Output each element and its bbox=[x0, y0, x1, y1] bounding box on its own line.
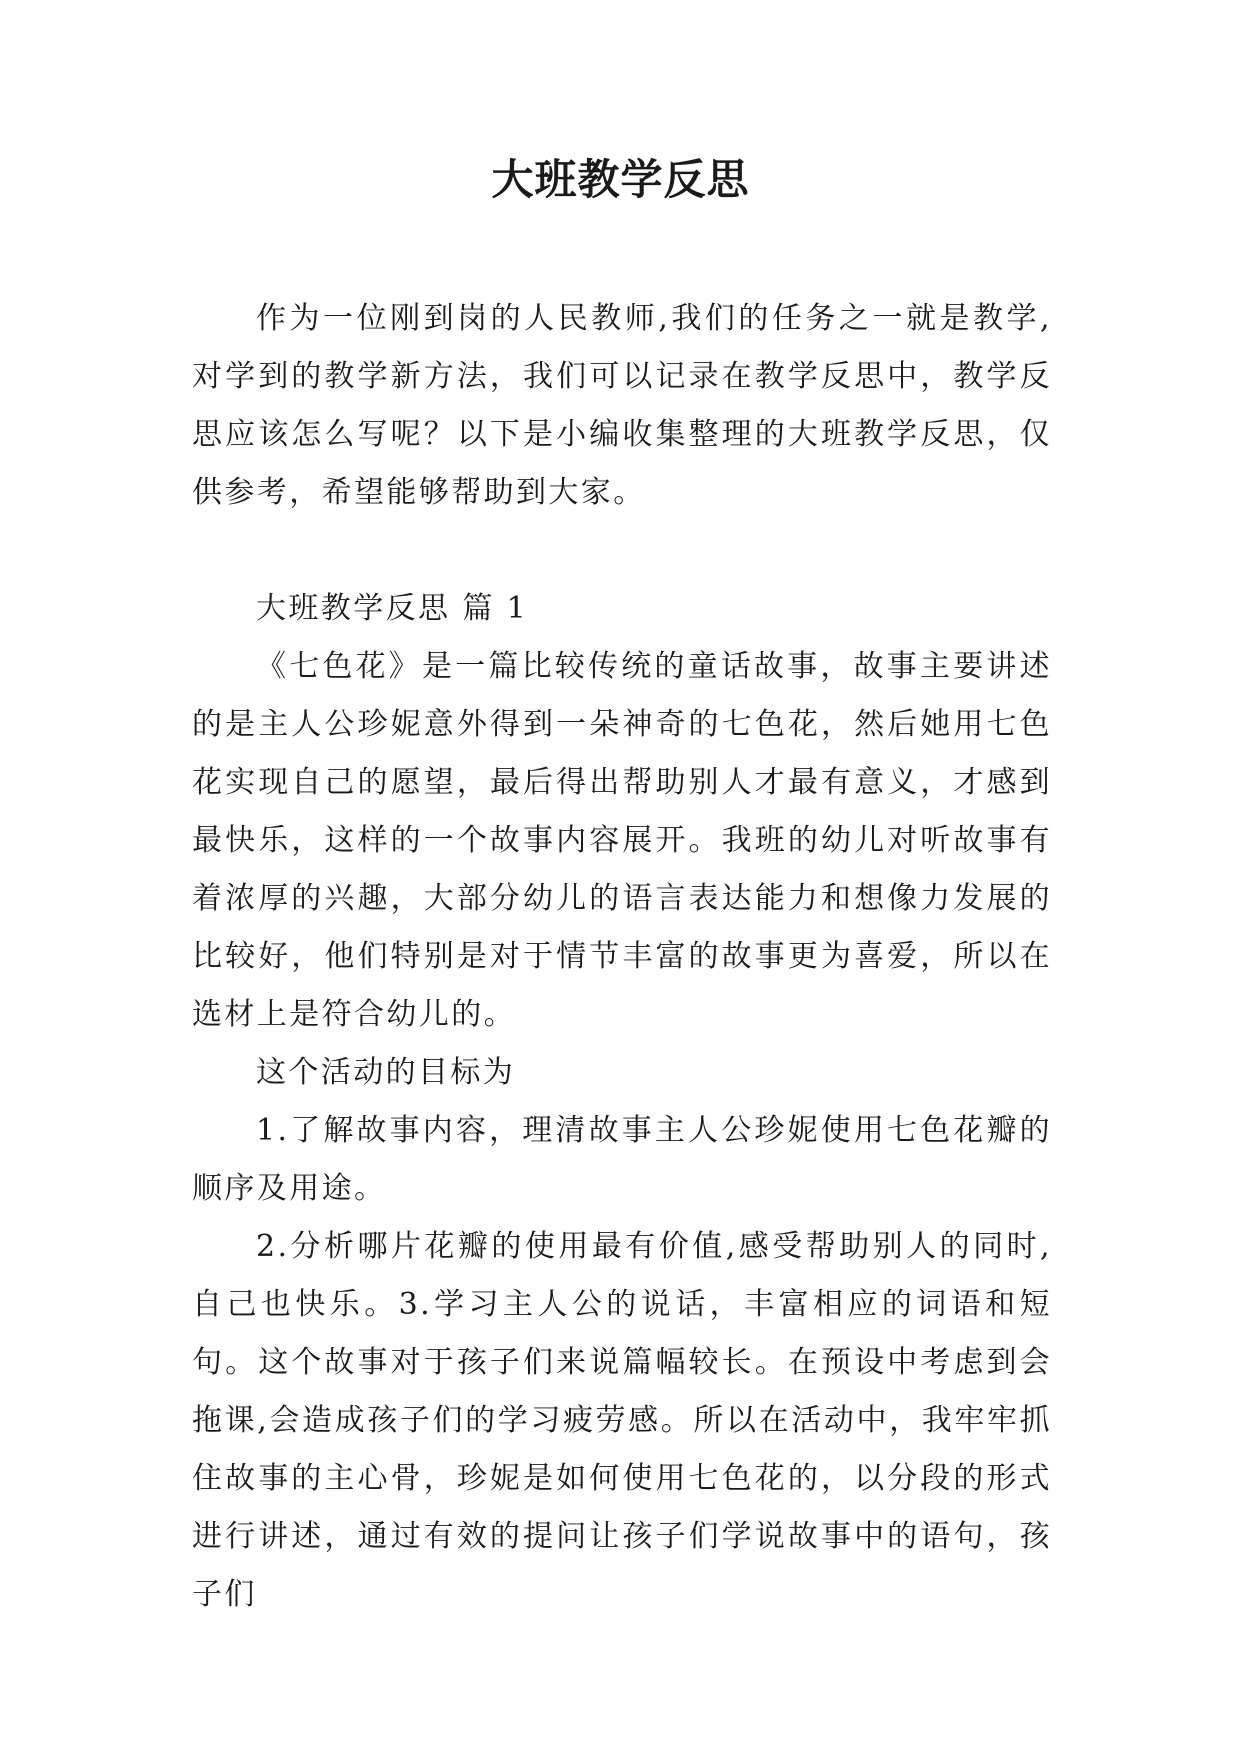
page-title: 大班教学反思 bbox=[491, 155, 750, 204]
story-paragraph: 《七色花》是一篇比较传统的童话故事，故事主要讲述的是主人公珍妮意外得到一朵神奇的七色花，然后她用七色花实现自己的愿望，最后得出帮助别人才最有意义，才感到最快乐，这样的一个故事内容展开。我班的幼儿对听故事有着浓厚的兴趣，大部分幼儿的语言表达能力和想像力发展的比较好，他们特别是对于情节丰富的故事更为喜爱，所以在选材上是符合幼儿的。 bbox=[192, 649, 1052, 1032]
goal-item-1: 1.了解故事内容，理清故事主人公珍妮使用七色花瓣的顺序及用途。 bbox=[192, 1113, 1052, 1206]
goal-heading: 这个活动的目标为 bbox=[256, 1055, 516, 1090]
goal-item-2: 2.分析哪片花瓣的使用最有价值,感受帮助别人的同时,自己也快乐。3.学习主人公的说话，丰富相应的词语和短句。这个故事对于孩子们来说篇幅较长。在预设中考虑到会拖课,会造成孩子们的学习疲劳感。所以在活动中，我牢牢抓住故事的主心骨，珍妮是如何使用七色花的，以分段的形式进行讲述，通过有效的提问让孩子们学说故事中的语句，孩子们 bbox=[192, 1229, 1052, 1612]
intro-paragraph: 作为一位刚到岗的人民教师,我们的任务之一就是教学,对学到的教学新方法，我们可以记录在教学反思中，教学反思应该怎么写呢？以下是小编收集整理的大班教学反思，仅供参考，希望能够帮助到大家。 bbox=[192, 301, 1052, 510]
section-heading: 大班教学反思 篇 1 bbox=[256, 591, 529, 626]
